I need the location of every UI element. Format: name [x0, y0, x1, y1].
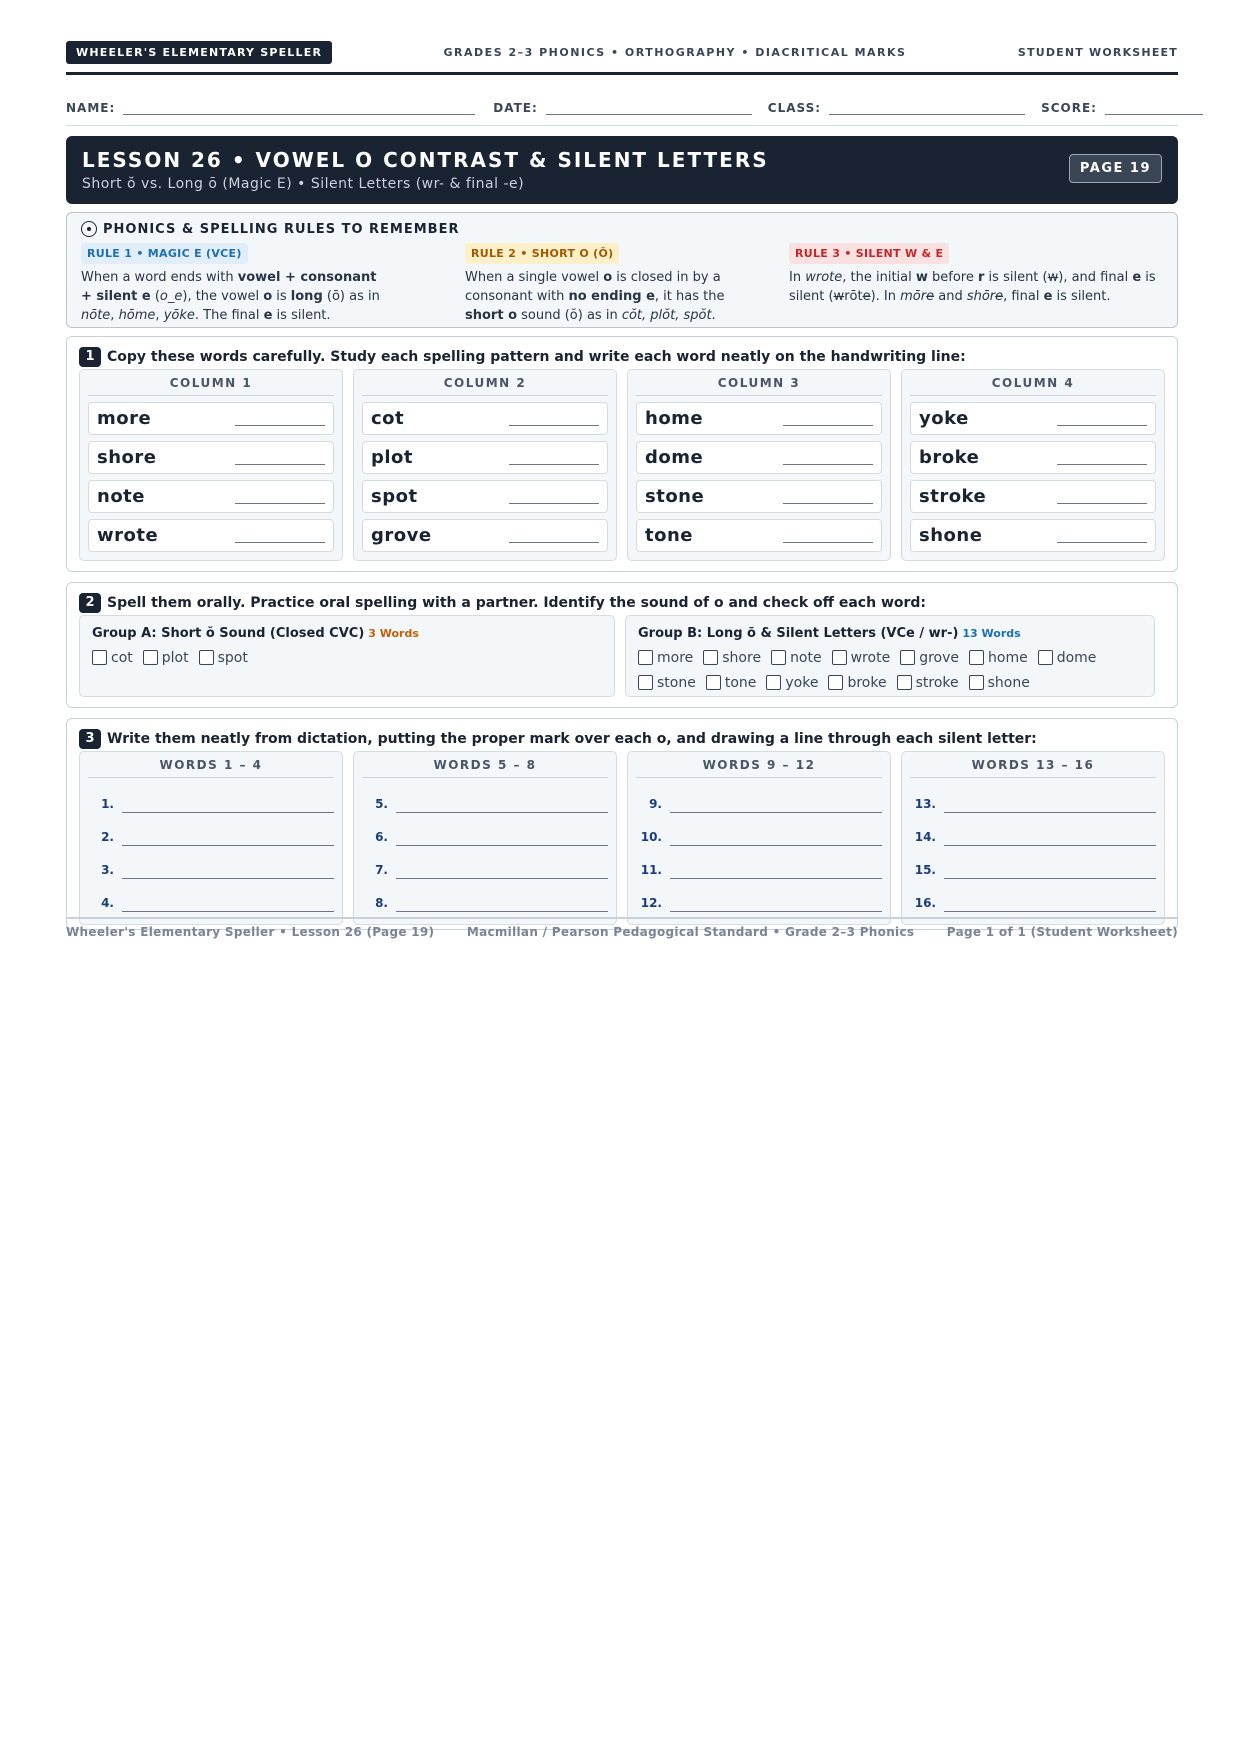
footer-right: Page 1 of 1 (Student Worksheet): [946, 925, 1178, 939]
word: shore: [97, 447, 157, 468]
word: shone: [919, 525, 983, 546]
lesson-title: LESSON 26 • VOWEL O CONTRAST & SILENT LETTERS: [82, 148, 769, 172]
dictation-line[interactable]: [396, 911, 608, 912]
section-copy-words: [66, 336, 1178, 572]
column-header: COLUMN 1: [88, 376, 334, 396]
word-cell[interactable]: [636, 402, 882, 435]
word-cell[interactable]: [88, 402, 334, 435]
row-number: 5.: [375, 797, 388, 811]
dictation-column: [353, 751, 617, 925]
header-right-label: STUDENT WORKSHEET: [1017, 45, 1178, 59]
dictation-line[interactable]: [670, 845, 882, 846]
handwriting-line[interactable]: [509, 503, 599, 504]
dictation-line[interactable]: [944, 911, 1156, 912]
word: tone: [645, 525, 693, 546]
section-oral-spelling: [66, 582, 1178, 708]
word-checkbox[interactable]: plot: [143, 645, 189, 670]
group-a-count: 3 Words: [368, 627, 419, 640]
row-number: 1.: [101, 797, 114, 811]
checkbox[interactable]: [766, 675, 781, 690]
handwriting-line[interactable]: [783, 425, 873, 426]
column-header: COLUMN 4: [910, 376, 1156, 396]
column-header: WORDS 9 – 12: [636, 758, 882, 778]
handwriting-line[interactable]: [509, 425, 599, 426]
group-a-checklist: [92, 645, 602, 670]
word-cell[interactable]: [636, 519, 882, 552]
dictation-row[interactable]: [362, 817, 608, 850]
word-cell[interactable]: [910, 519, 1156, 552]
section-1-heading: [79, 347, 966, 367]
handwriting-line[interactable]: [509, 464, 599, 465]
top-bar: [66, 40, 1178, 64]
word-checkbox[interactable]: shone: [969, 670, 1030, 695]
copy-columns: [79, 369, 1165, 561]
group-b-checklist-row-1: [638, 645, 1142, 670]
checkbox[interactable]: [1038, 650, 1053, 665]
row-number: 16.: [914, 896, 936, 910]
rules-heading: [81, 221, 459, 237]
lesson-subtitle: Short ŏ vs. Long ō (Magic E) • Silent Letters (wr- & final -e): [82, 176, 525, 192]
checkbox[interactable]: [900, 650, 915, 665]
row-number: 4.: [101, 896, 114, 910]
class-line[interactable]: [829, 102, 1025, 115]
rule-3: RULE 3 • SILENT W & E In wrote, the initial w before r is silent (w), and final e is silent (wrōte). In mōre and shōre, final e is silent.: [789, 243, 1159, 306]
section-3-heading: [79, 729, 1037, 749]
checkbox[interactable]: [143, 650, 158, 665]
row-number: 10.: [640, 830, 662, 844]
copy-column: [79, 369, 343, 561]
handwriting-line[interactable]: [1057, 425, 1147, 426]
word: grove: [371, 525, 432, 546]
column-header: WORDS 1 – 4: [88, 758, 334, 778]
student-info-fields: [66, 87, 1178, 126]
word-checkbox[interactable]: shore: [703, 645, 761, 670]
dictation-line[interactable]: [396, 845, 608, 846]
checkbox[interactable]: [638, 675, 653, 690]
word: cot: [371, 408, 405, 429]
section-1-instruction: Copy these words carefully. Study each spelling pattern and write each word neatly on the handwriting line:: [107, 349, 966, 365]
row-number: 6.: [375, 830, 388, 844]
word: spot: [371, 486, 418, 507]
row-number: 11.: [640, 863, 662, 877]
word-cell[interactable]: [362, 441, 608, 474]
score-label: SCORE:: [1041, 101, 1097, 115]
dictation-line[interactable]: [944, 878, 1156, 879]
word-checkbox[interactable]: cot: [92, 645, 133, 670]
checkbox[interactable]: [703, 650, 718, 665]
row-number: 2.: [101, 830, 114, 844]
word-cell[interactable]: [362, 402, 608, 435]
column-header: WORDS 5 – 8: [362, 758, 608, 778]
footer-center: Macmillan / Pearson Pedagogical Standard • Grade 2–3 Phonics: [466, 925, 915, 939]
checkbox[interactable]: [969, 675, 984, 690]
checkbox[interactable]: [638, 650, 653, 665]
checkbox[interactable]: [199, 650, 214, 665]
row-number: 13.: [914, 797, 936, 811]
handwriting-line[interactable]: [783, 464, 873, 465]
score-line[interactable]: [1105, 102, 1203, 115]
handwriting-line[interactable]: [1057, 464, 1147, 465]
dictation-line[interactable]: [670, 911, 882, 912]
group-b: [625, 615, 1155, 697]
word: wrote: [97, 525, 159, 546]
dictation-row[interactable]: [362, 784, 608, 817]
rule-1: RULE 1 • MAGIC E (VCE) When a word ends with vowel + consonant + silent e (o_e), the vowel o is long (ō) as in nōte, hōme, yōke. The final e is silent.: [81, 243, 381, 325]
word-cell[interactable]: [88, 480, 334, 513]
dictation-line[interactable]: [396, 878, 608, 879]
dictation-column: [79, 751, 343, 925]
word-checkbox[interactable]: stone: [638, 670, 696, 695]
dictation-line[interactable]: [122, 911, 334, 912]
word-checkbox[interactable]: wrote: [832, 645, 891, 670]
dictation-row[interactable]: [362, 883, 608, 916]
word-cell[interactable]: [362, 480, 608, 513]
word-cell[interactable]: [88, 441, 334, 474]
dictation-column: [627, 751, 891, 925]
row-number: 14.: [914, 830, 936, 844]
dictation-row[interactable]: [910, 850, 1156, 883]
word-checkbox[interactable]: yoke: [766, 670, 818, 695]
word-checkbox[interactable]: home: [969, 645, 1028, 670]
row-number: 8.: [375, 896, 388, 910]
column-header: WORDS 13 – 16: [910, 758, 1156, 778]
date-line[interactable]: [546, 102, 752, 115]
section-2-heading: [79, 593, 926, 613]
row-number: 9.: [649, 797, 662, 811]
rule-2: RULE 2 • SHORT O (Ŏ) When a single vowel o is closed in by a consonant with no ending e, it has the short o sound (ŏ) as in cŏt, plŏt, spŏt.: [465, 243, 765, 325]
word-checkbox[interactable]: stroke: [897, 670, 959, 695]
row-number: 7.: [375, 863, 388, 877]
handwriting-line[interactable]: [235, 503, 325, 504]
word-checkbox[interactable]: spot: [199, 645, 248, 670]
dictation-line[interactable]: [396, 812, 608, 813]
word-checkbox[interactable]: more: [638, 645, 693, 670]
word-cell[interactable]: [636, 480, 882, 513]
word-checkbox[interactable]: note: [771, 645, 822, 670]
dictation-row[interactable]: [910, 784, 1156, 817]
row-number: 12.: [640, 896, 662, 910]
word-checkbox[interactable]: dome: [1038, 645, 1097, 670]
target-icon: [81, 221, 97, 237]
dictation-columns: [79, 751, 1165, 925]
handwriting-line[interactable]: [783, 542, 873, 543]
worksheet-page: [66, 40, 1178, 930]
group-b-checklist-row-2: [638, 670, 1142, 695]
footer-left: Wheeler's Elementary Speller • Lesson 26 (Page 19): [66, 925, 435, 939]
checkbox[interactable]: [897, 675, 912, 690]
dictation-row[interactable]: [88, 850, 334, 883]
checkbox[interactable]: [828, 675, 843, 690]
word-cell[interactable]: [362, 519, 608, 552]
date-label: DATE:: [493, 101, 538, 115]
dictation-row[interactable]: [636, 883, 882, 916]
dictation-row[interactable]: [88, 784, 334, 817]
row-number: 15.: [914, 863, 936, 877]
word: note: [97, 486, 145, 507]
dictation-row[interactable]: [88, 817, 334, 850]
checkbox[interactable]: [832, 650, 847, 665]
dictation-line[interactable]: [670, 878, 882, 879]
rule-2-tag: RULE 2 • SHORT O (Ŏ): [465, 243, 619, 264]
group-a: [79, 615, 615, 697]
page-footer: [66, 917, 1178, 939]
word-cell[interactable]: [636, 441, 882, 474]
class-field[interactable]: [768, 101, 1025, 115]
checkbox[interactable]: [92, 650, 107, 665]
dictation-line[interactable]: [944, 812, 1156, 813]
word: yoke: [919, 408, 969, 429]
date-field[interactable]: [493, 101, 752, 115]
word: dome: [645, 447, 704, 468]
section-dictation: [66, 718, 1178, 930]
group-a-title: Group A: Short ŏ Sound (Closed CVC) 3 Words: [92, 626, 419, 641]
checkbox[interactable]: [771, 650, 786, 665]
checkbox[interactable]: [969, 650, 984, 665]
dictation-row[interactable]: [88, 883, 334, 916]
rules-box: [66, 212, 1178, 328]
column-header: COLUMN 3: [636, 376, 882, 396]
dictation-row[interactable]: [636, 850, 882, 883]
dictation-row[interactable]: [362, 850, 608, 883]
word-cell[interactable]: [910, 402, 1156, 435]
name-field[interactable]: [66, 101, 475, 115]
score-field[interactable]: [1041, 101, 1203, 115]
dictation-row[interactable]: [636, 784, 882, 817]
copy-column: [901, 369, 1165, 561]
word-cell[interactable]: [910, 441, 1156, 474]
checkbox[interactable]: [706, 675, 721, 690]
handwriting-line[interactable]: [783, 503, 873, 504]
section-2-instruction: Spell them orally. Practice oral spelling with a partner. Identify the sound of o and check off each word:: [107, 595, 927, 611]
word-checkbox[interactable]: tone: [706, 670, 757, 695]
brand-badge: WHEELER'S ELEMENTARY SPELLER: [66, 41, 332, 64]
name-line[interactable]: [123, 102, 475, 115]
dictation-line[interactable]: [670, 812, 882, 813]
section-3-instruction: Write them neatly from dictation, putting the proper mark over each o, and drawing a line through each silent letter:: [107, 731, 1037, 747]
handwriting-line[interactable]: [235, 542, 325, 543]
dictation-line[interactable]: [122, 812, 334, 813]
dictation-column: [901, 751, 1165, 925]
handwriting-line[interactable]: [1057, 542, 1147, 543]
section-1-number: 1: [79, 347, 101, 367]
word: stone: [645, 486, 705, 507]
word: home: [645, 408, 704, 429]
section-2-number: 2: [79, 593, 101, 613]
name-label: NAME:: [66, 101, 116, 115]
handwriting-line[interactable]: [509, 542, 599, 543]
section-3-number: 3: [79, 729, 101, 749]
word: more: [97, 408, 152, 429]
dictation-row[interactable]: [636, 817, 882, 850]
dictation-line[interactable]: [122, 845, 334, 846]
word: stroke: [919, 486, 987, 507]
word-checkbox[interactable]: grove: [900, 645, 959, 670]
group-b-title: Group B: Long ō & Silent Letters (VCe / wr-) 13 Words: [638, 626, 1021, 641]
word: plot: [371, 447, 414, 468]
group-b-count: 13 Words: [962, 627, 1021, 640]
rule-3-tag: RULE 3 • SILENT W & E: [789, 243, 949, 264]
copy-column: [627, 369, 891, 561]
copy-column: [353, 369, 617, 561]
handwriting-line[interactable]: [235, 425, 325, 426]
dictation-row[interactable]: [910, 883, 1156, 916]
class-label: CLASS:: [767, 101, 822, 115]
word-checkbox[interactable]: broke: [828, 670, 886, 695]
rule-1-tag: RULE 1 • MAGIC E (VCE): [81, 243, 248, 264]
word-cell[interactable]: [910, 480, 1156, 513]
header-subtitle: GRADES 2–3 PHONICS • ORTHOGRAPHY • DIACRITICAL MARKS: [443, 45, 907, 59]
word: broke: [919, 447, 980, 468]
dictation-row[interactable]: [910, 817, 1156, 850]
word-cell[interactable]: [88, 519, 334, 552]
row-number: 3.: [101, 863, 114, 877]
handwriting-line[interactable]: [1057, 503, 1147, 504]
dictation-line[interactable]: [122, 878, 334, 879]
column-header: COLUMN 2: [362, 376, 608, 396]
lesson-banner: [66, 136, 1178, 204]
handwriting-line[interactable]: [235, 464, 325, 465]
header-divider: [66, 72, 1178, 75]
dictation-line[interactable]: [944, 845, 1156, 846]
rules-heading-text: PHONICS & SPELLING RULES TO REMEMBER: [103, 221, 460, 237]
page-badge: PAGE 19: [1069, 154, 1162, 183]
